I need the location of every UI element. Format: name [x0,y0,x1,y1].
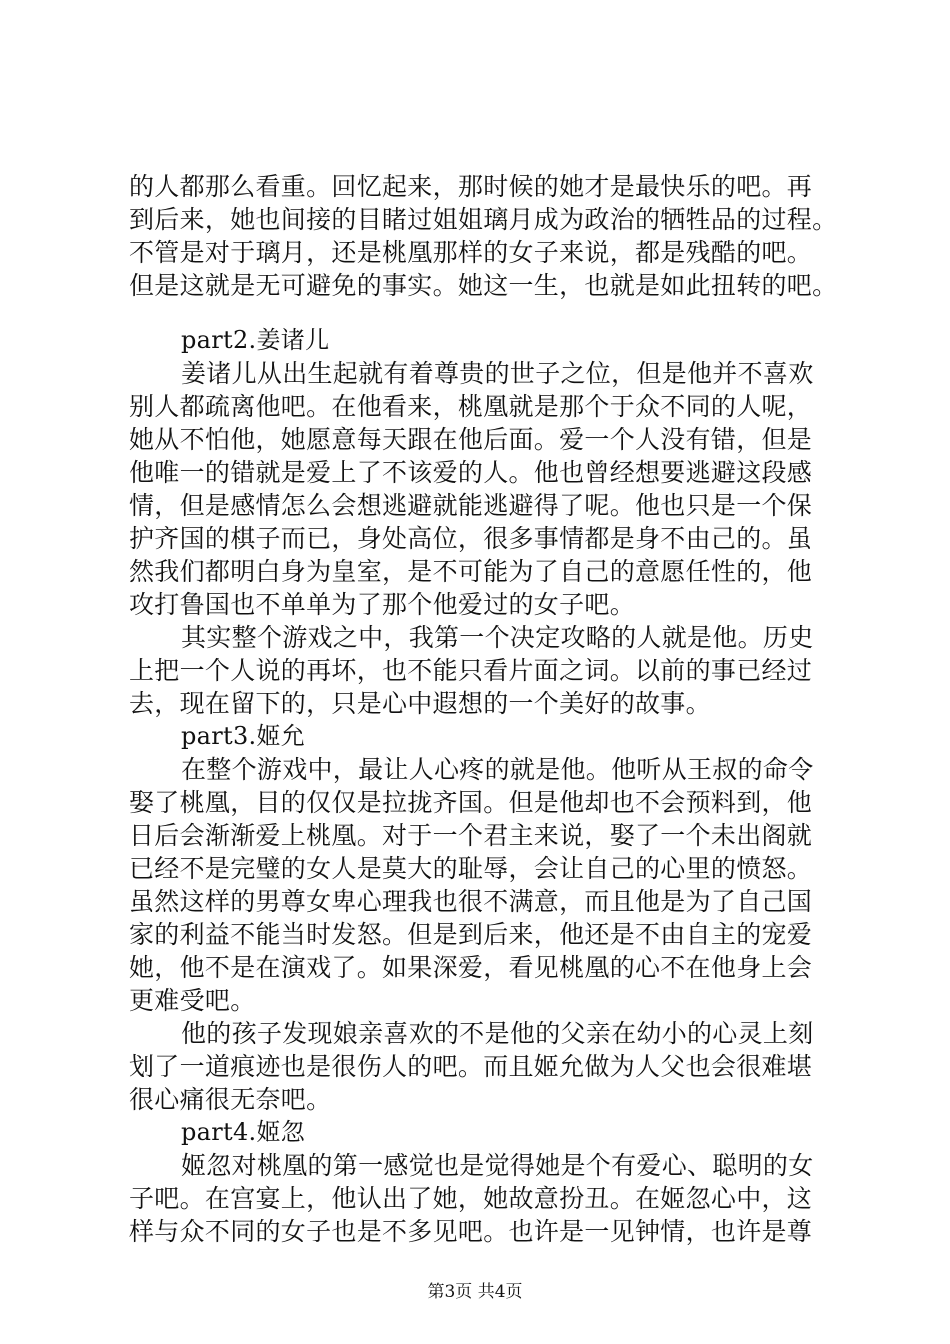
text-line: 攻打鲁国也不单单为了那个他爱过的女子吧。 [129,590,636,619]
text-line: 她从不怕他，她愿意每天跟在他后面。爱一个人没有错，但是 [129,425,813,454]
text-line: 情，但是感情怎么会想逃避就能逃避得了呢。他也只是一个保 [129,491,813,520]
page-number-footer: 第3页 共4页 [427,1282,523,1302]
paragraph [129,170,849,302]
paragraph-gap [129,302,849,324]
text-line: 护齐国的棋子而已，身处高位，很多事情都是身不由己的。虽 [129,524,813,553]
text-line: 去，现在留下的，只是心中遐想的一个美好的故事。 [129,689,711,718]
text-line: 他的孩子发现娘亲喜欢的不是他的父亲在幼小的心灵上刻 [181,1019,814,1048]
text-line: 娶了桃凰，目的仅仅是拉拢齐国。但是他却也不会预料到，他 [129,788,813,817]
paragraph [129,753,849,1017]
text-line: 很心痛很无奈吧。 [129,1085,332,1114]
text-line: 的人都那么看重。回忆起来，那时候的她才是最快乐的吧。再 [129,172,813,201]
document-body [129,170,849,1248]
text-line: 他唯一的错就是爱上了不该爱的人。他也曾经想要逃避这段感 [129,458,813,487]
text-line: 但是这就是无可避免的事实。她这一生，也就是如此扭转的吧。 [129,271,838,300]
text-line: 家的利益不能当时发怒。但是到后来，他还是不由自主的宠爱 [129,920,813,949]
paragraph [129,1149,849,1248]
text-line: 更难受吧。 [129,986,256,1015]
text-line: 其实整个游戏之中，我第一个决定攻略的人就是他。历史 [181,623,814,652]
paragraph [129,621,849,720]
text-line: 划了一道痕迹也是很伤人的吧。而且姬允做为人父也会很难堪 [129,1052,813,1081]
text-line: 不管是对于璃月，还是桃凰那样的女子来说，都是残酷的吧。 [129,238,813,267]
text-line: 别人都疏离他吧。在他看来，桃凰就是那个于众不同的人呢， [129,392,813,421]
section-heading: part3.姬允 [181,722,306,750]
text-line: 日后会渐渐爱上桃凰。对于一个君主来说，娶了一个未出阁就 [129,821,813,850]
section-heading: part4.姬忽 [181,1118,306,1146]
text-line: 样与众不同的女子也是不多见吧。也许是一见钟情，也许是尊 [129,1217,813,1246]
text-line: 上把一个人说的再坏，也不能只看片面之词。以前的事已经过 [129,656,813,685]
text-line: 然我们都明白身为皇室，是不可能为了自己的意愿任性的，他 [129,557,813,586]
text-line: 已经不是完璧的女人是莫大的耻辱，会让自己的心里的愤怒。 [129,854,813,883]
text-line: 子吧。在宫宴上，他认出了她，她故意扮丑。在姬忽心中，这 [129,1184,813,1213]
text-line: 她，他不是在演戏了。如果深爱，看见桃凰的心不在他身上会 [129,953,813,982]
text-line: 到后来，她也间接的目睹过姐姐璃月成为政治的牺牲品的过程。 [129,205,838,234]
text-line: 姜诸儿从出生起就有着尊贵的世子之位，但是他并不喜欢 [181,359,814,388]
text-line: 在整个游戏中，最让人心疼的就是他。他听从王叔的命令 [181,755,814,784]
text-line: 姬忽对桃凰的第一感觉也是觉得她是个有爱心、聪明的女 [181,1151,814,1180]
section-heading: part2.姜诸儿 [181,326,330,354]
paragraph [129,1017,849,1116]
paragraph [129,357,849,621]
text-line: 虽然这样的男尊女卑心理我也很不满意，而且他是为了自己国 [129,887,813,916]
